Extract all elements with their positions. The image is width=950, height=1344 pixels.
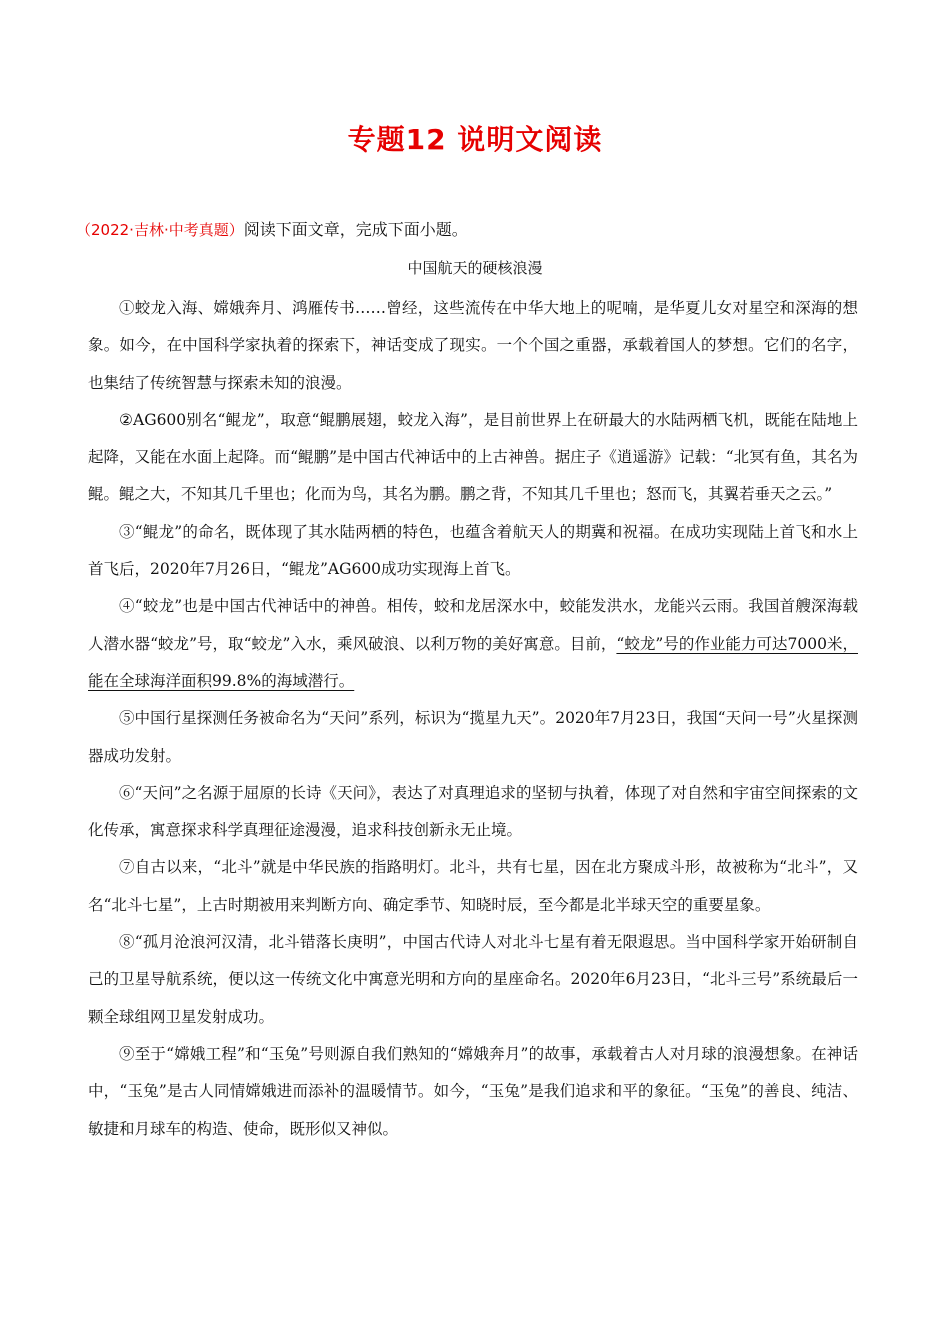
paragraph-6: ⑥“天问”之名源于屈原的长诗《天问》，表达了对真理追求的坚韧与执着，体现了对自然和宇宙空间探索的文化传承，寓意探求科学真理征途漫漫，追求科技创新永无止境。 (88, 783, 858, 840)
paragraph-9: ⑨至于“嫦娥工程”和“玉兔”号则源自我们熟知的“嫦娥奔月”的故事，承载着古人对月球的浪漫想象。在神话中，“玉兔”是古人同情嫦娥进而添补的温暖情节。如今，“玉兔”是我们追求和平的象征。“玉兔”的善良、纯洁、敏捷和月球车的构造、使命，既形似又神似。 (88, 1044, 858, 1138)
paragraph-4-text: ④“蛟龙”也是中国古代神话中的神兽。相传，蛟和龙居深水中，蛟能发洪水，龙能兴云雨。我国首艘深海载人潜水器“蛟龙”号，取“蛟龙”入水，乘风破浪、以利万物的美好寓意。目前， (88, 597, 858, 653)
article-body (88, 290, 858, 1148)
paragraph-2: ②AG600别名“鲲龙”，取意“鲲鹏展翅，蛟龙入海”，是目前世界上在研最大的水陆两栖飞机，既能在陆地上起降，又能在水面上起降。而“鲲鹏”是中国古代神话中的上古神兽。据庄子《逍遥游》记载：“北冥有鱼，其名为鲲。鲲之大，不知其几千里也；化而为鸟，其名为鹏。鹏之背，不知其几千里也；怒而飞，其翼若垂天之云。” (88, 410, 858, 504)
instruction-text: 阅读下面文章，完成下面小题。 (243, 220, 468, 239)
paragraph-3: ③“鲲龙”的命名，既体现了其水陆两栖的特色，也蕴含着航天人的期冀和祝福。在成功实现陆上首飞和水上首飞后，2020年7月26日，“鲲龙”AG600成功实现海上首飞。 (88, 522, 858, 579)
paragraph-7: ⑦自古以来，“北斗”就是中华民族的指路明灯。北斗，共有七星，因在北方聚成斗形，故被称为“北斗”，又名“北斗七星”，上古时期被用来判断方向、确定季节、知晓时辰，至今都是北半球天空的重要星象。 (88, 858, 858, 914)
paragraph-5: ⑤中国行星探测任务被命名为“天问”系列，标识为“揽星九天”。2020年7月23日，我国“天问一号”火星探测器成功发射。 (88, 709, 858, 765)
article-title: 中国航天的硬核浪漫 (407, 259, 543, 277)
paragraph-8: ⑧“孤月沧浪河汉清，北斗错落长庚明”，中国古代诗人对北斗七星有着无限遐思。当中国科学家开始研制自己的卫星导航系统，便以这一传统文化中寓意光明和方向的星座命名。2020年6月23日，“北斗三号”系统最后一颗全球组网卫星发射成功。 (88, 933, 858, 1026)
paragraph-4 (88, 588, 858, 700)
question-intro (76, 218, 468, 242)
underlined-sentence: “蛟龙”号的作业能力可达7000米，能在全球海洋面积99.8%的海域潜行。 (88, 634, 858, 690)
paragraph-1: ①蛟龙入海、嫦娥奔月、鸿雁传书……曾经，这些流传在中华大地上的呢喃，是华夏儿女对星空和深海的想象。如今，在中国科学家执着的探索下，神话变成了现实。一个个国之重器，承载着国人的梦想。它们的名字，也集结了传统智慧与探索未知的浪漫。 (88, 299, 858, 392)
exam-source-tag: （2022·吉林·中考真题） (76, 221, 244, 239)
page-title: 专题12 说明文阅读 (347, 123, 603, 156)
